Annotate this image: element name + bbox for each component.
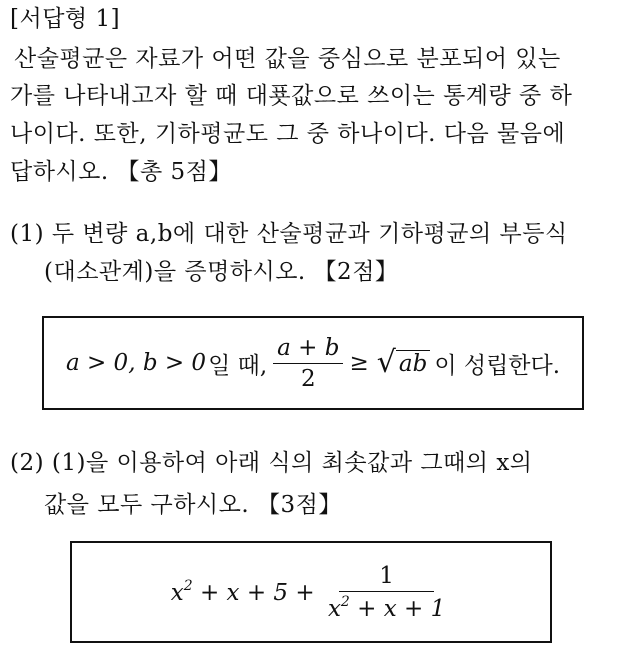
intro-line-3: 나이다. 또한, 기하평균도 그 중 하나이다. 다음 물음에	[10, 121, 566, 147]
geometric-mean-sqrt	[376, 345, 431, 380]
reciprocal-numerator: 1	[339, 563, 434, 592]
problem-header: [서답형 1]	[10, 6, 121, 32]
fraction-numerator: a + b	[273, 335, 343, 364]
expression-box	[70, 541, 552, 643]
intro-line-4: 답하시오. 【총 5점】	[10, 159, 232, 185]
reciprocal-denominator	[328, 592, 445, 622]
den-exponent: 2	[340, 593, 350, 610]
expression-main	[171, 578, 322, 606]
fraction-denominator: 2	[300, 365, 316, 392]
intro-line-1: 산술평균은 자료가 어떤 값을 중심으로 분포되어 있는	[14, 46, 561, 72]
reciprocal-fraction	[328, 563, 445, 622]
x-variable: x	[170, 580, 184, 606]
intro-line-2: 가를 나타내고자 할 때 대푯값으로 쓰이는 통계량 중 하	[10, 83, 573, 109]
question-1-line-1: (1) 두 변량 a,b에 대한 산술평균과 기하평균의 부등식	[10, 221, 568, 247]
x-exponent: 2	[183, 578, 193, 594]
geq-symbol: ≥	[349, 350, 369, 376]
expression-terms: + x + 5 +	[192, 580, 322, 606]
inequality-box	[42, 316, 584, 410]
radical-sign: √	[376, 345, 396, 380]
inequality-tail: 이 성립한다.	[434, 352, 561, 379]
question-1-line-2: (대소관계)을 증명하시오. 【2점】	[44, 259, 399, 285]
sqrt-argument: ab	[396, 350, 430, 377]
question-2-line-2: 값을 모두 구하시오. 【3점】	[44, 492, 342, 518]
arithmetic-mean-fraction	[273, 335, 343, 392]
condition-text: a > 0, b > 0	[65, 350, 207, 376]
condition-suffix: 일 때,	[208, 352, 268, 379]
den-x: x	[327, 595, 341, 622]
den-rest: + x + 1	[349, 595, 446, 622]
question-2-line-1: (2) (1)을 이용하여 아래 식의 최솟값과 그때의 x의	[10, 450, 533, 476]
